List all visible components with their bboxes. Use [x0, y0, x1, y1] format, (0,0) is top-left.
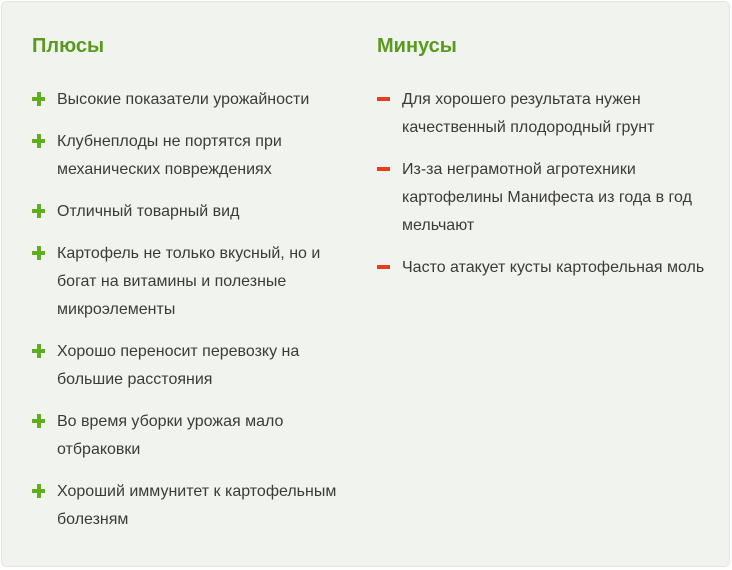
- pros-item-text: Во время уборки урожая мало отбраковки: [57, 413, 284, 458]
- pros-item: [32, 198, 352, 226]
- cons-item-text: Из-за неграмотной агротехники картофелины Манифеста из года в год мельчают: [402, 161, 692, 234]
- cons-item: [377, 254, 707, 282]
- cons-list: [377, 86, 707, 282]
- pros-title: Плюсы: [32, 35, 105, 57]
- pros-cons-card: [1, 1, 730, 567]
- pros-item: [32, 86, 352, 114]
- pros-item-text: Хороший иммунитет к картофельным болезням: [57, 483, 337, 528]
- pros-item: [32, 408, 352, 464]
- cons-item: [377, 86, 707, 142]
- cons-title: Минусы: [377, 35, 457, 57]
- minus-icon: [377, 92, 391, 106]
- minus-icon: [377, 162, 391, 176]
- cons-column: [377, 32, 707, 296]
- cons-item-text: Для хорошего результата нужен качественный плодородный грунт: [402, 91, 655, 136]
- cons-item-text: Часто атакует кусты картофельная моль: [402, 259, 705, 276]
- cons-item: [377, 156, 707, 240]
- plus-icon: [32, 344, 46, 358]
- pros-column: [32, 32, 352, 548]
- pros-item-text: Высокие показатели урожайности: [57, 91, 310, 108]
- plus-icon: [32, 134, 46, 148]
- pros-item: [32, 128, 352, 184]
- plus-icon: [32, 246, 46, 260]
- pros-item-text: Клубнеплоды не портятся при механических повреждениях: [57, 133, 282, 178]
- pros-item-text: Хорошо переносит перевозку на большие расстояния: [57, 343, 300, 388]
- pros-item: [32, 478, 352, 534]
- plus-icon: [32, 414, 46, 428]
- plus-icon: [32, 204, 46, 218]
- pros-list: [32, 86, 352, 534]
- minus-icon: [377, 260, 391, 274]
- pros-item-text: Картофель не только вкусный, но и богат на витамины и полезные микроэлементы: [57, 245, 321, 318]
- plus-icon: [32, 484, 46, 498]
- pros-item: [32, 240, 352, 324]
- pros-item: [32, 338, 352, 394]
- plus-icon: [32, 92, 46, 106]
- pros-item-text: Отличный товарный вид: [57, 203, 240, 220]
